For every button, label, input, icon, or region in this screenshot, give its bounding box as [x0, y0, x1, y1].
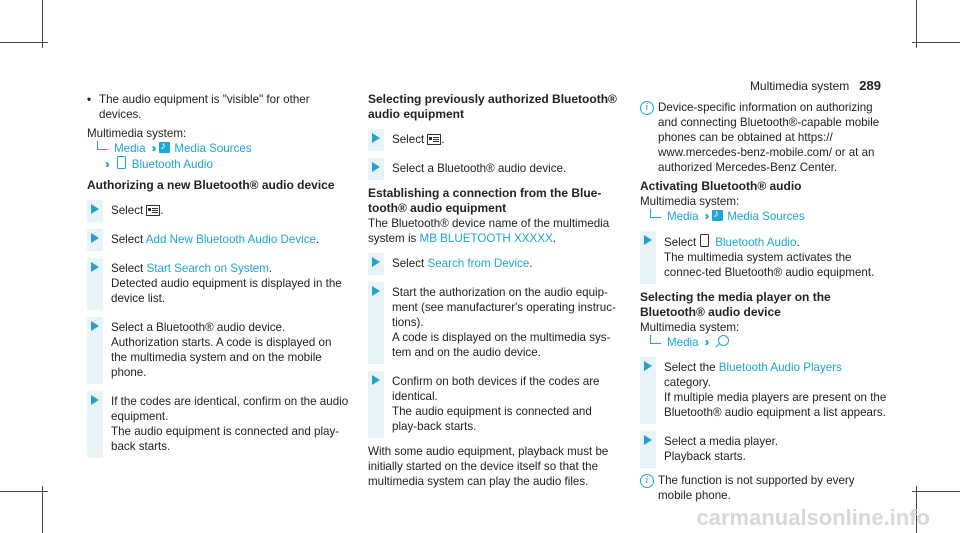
paragraph-suffix: .	[552, 232, 556, 245]
path-media[interactable]: Media	[667, 336, 699, 349]
step-text: Select	[111, 204, 144, 217]
menu-path	[650, 335, 890, 350]
step-desc: If multiple media players are present on the Bluetooth® audio equipment a list appears.	[664, 391, 887, 419]
arrow-icon	[372, 162, 380, 172]
phone-icon	[700, 234, 709, 247]
path-media[interactable]: Media	[667, 210, 699, 223]
step-text: Select	[664, 236, 697, 249]
mm-label: Multimedia system:	[640, 195, 740, 208]
step-suffix: .	[796, 236, 800, 249]
music-icon	[712, 210, 723, 221]
arrow-icon	[372, 375, 380, 385]
crop-mark	[912, 42, 960, 43]
path-bluetooth-audio[interactable]: Bluetooth Audio	[131, 158, 213, 171]
paragraph-text: The Bluetooth® device name of the multimedia system is	[368, 217, 610, 245]
page-number: 289	[859, 78, 881, 93]
step-desc: Detected audio equipment is displayed in the device list.	[111, 277, 342, 305]
column-3	[640, 100, 890, 503]
info-icon: i	[640, 474, 654, 488]
section-heading: Selecting previously authorized Bluetooth® audio equipment	[368, 92, 617, 121]
step-suffix: category.	[664, 376, 711, 389]
crop-mark	[42, 486, 43, 533]
search-icon	[718, 335, 729, 346]
step	[368, 371, 618, 438]
step	[87, 258, 349, 310]
column-2	[368, 92, 618, 489]
bullet-icon: •	[87, 93, 92, 106]
step-desc: Authorization starts. A code is displayed on the multimedia system and on the mobile phone.	[111, 336, 332, 379]
double-arrow-icon: ››	[151, 142, 154, 155]
step-suffix: .	[315, 233, 320, 246]
step-text: Select a Bluetooth® audio device.	[392, 162, 567, 175]
crop-mark	[912, 491, 960, 492]
info-note	[640, 100, 890, 175]
arrow-icon	[91, 395, 99, 405]
mm-label: Multimedia system:	[87, 127, 187, 140]
menu-path-2	[99, 156, 349, 172]
double-arrow-icon: ››	[105, 158, 107, 171]
arrow-icon	[644, 235, 652, 245]
paragraph	[368, 216, 618, 246]
path-hook-icon	[650, 209, 661, 218]
step-desc: Playback starts.	[664, 450, 746, 463]
arrow-icon	[372, 133, 380, 143]
step-text: Start the authorization on the audio equip-ment (see manufacturer's operating instruc-tions).	[392, 286, 616, 329]
arrow-icon	[91, 262, 99, 272]
step-text: Select	[392, 257, 425, 270]
arrow-icon	[91, 321, 99, 331]
bullet-item	[87, 92, 349, 122]
step-desc: A code is displayed on the multimedia sys-tem and on the audio device.	[392, 331, 611, 359]
step-suffix: .	[529, 257, 533, 270]
arrow-icon	[91, 233, 99, 243]
menu-path	[97, 141, 349, 156]
step	[640, 431, 890, 468]
note-text: Device-specific information on authorizing and connecting Bluetooth®-capable mobile phones can be obtained at https:// www.mercedes-benz-mobile.com/ or at an authorized Mercedes-Benz Center.	[658, 101, 880, 174]
mm-label: Multimedia system:	[640, 321, 740, 334]
step-suffix: .	[160, 204, 164, 217]
step	[368, 282, 618, 364]
step-desc: The audio equipment is connected and play-back starts.	[111, 425, 340, 453]
step	[640, 231, 890, 284]
watermark: carmanualsonline.info	[696, 505, 930, 530]
crop-mark	[0, 491, 48, 492]
search-from-device-link[interactable]: Search from Device	[427, 257, 530, 270]
device-name: MB BLUETOOTH XXXXX	[419, 232, 553, 245]
section-heading: Authorizing a new Bluetooth® audio device	[87, 178, 335, 192]
path-media[interactable]: Media	[114, 142, 146, 155]
step-text: Select the	[664, 361, 716, 374]
note-text: The function is not supported by every mobile phone.	[658, 474, 855, 502]
crop-mark	[42, 0, 43, 48]
menu-icon	[146, 205, 160, 216]
path-hook-icon	[97, 141, 108, 150]
arrow-icon	[644, 361, 652, 371]
step-text: Select	[111, 233, 144, 246]
step	[640, 357, 890, 424]
double-arrow-icon: ››	[704, 336, 707, 349]
step	[87, 391, 349, 458]
section-heading: Activating Bluetooth® audio	[640, 179, 802, 193]
step-desc: The audio equipment is connected and play-back starts.	[392, 405, 592, 433]
info-note	[640, 473, 890, 503]
page-header	[750, 78, 881, 94]
step	[87, 200, 349, 222]
path-media-sources[interactable]: Media Sources	[727, 210, 805, 223]
phone-icon	[117, 156, 126, 169]
menu-icon	[427, 134, 441, 145]
section-title: Multimedia system	[749, 79, 850, 93]
path-media-sources[interactable]: Media Sources	[174, 142, 252, 155]
step-text: Select a media player.	[664, 435, 779, 448]
bluetooth-players-link[interactable]: Bluetooth Audio Players	[718, 361, 842, 374]
crop-mark	[0, 42, 48, 43]
arrow-icon	[91, 204, 99, 214]
start-search-link[interactable]: Start Search on System	[146, 262, 269, 275]
arrow-icon	[644, 435, 652, 445]
step	[87, 317, 349, 384]
bluetooth-audio-link[interactable]: Bluetooth Audio	[715, 236, 797, 249]
menu-path	[650, 209, 890, 224]
section-heading: Selecting the media player on the Bluetooth® audio device	[640, 290, 831, 319]
section-heading: Establishing a connection from the Blue-tooth® audio equipment	[368, 186, 602, 215]
arrow-icon	[372, 257, 380, 267]
step-text: Select	[392, 133, 425, 146]
path-hook-icon	[650, 335, 661, 344]
step	[368, 158, 618, 180]
arrow-icon	[372, 286, 380, 296]
crop-mark	[916, 0, 917, 48]
step-text: If the codes are identical, confirm on the audio equipment.	[111, 395, 349, 423]
step-text: Select a Bluetooth® audio device.	[111, 321, 286, 334]
step	[368, 253, 618, 275]
column-1	[87, 92, 349, 458]
step-desc: The multimedia system activates the connec-ted Bluetooth® audio equipment.	[664, 251, 875, 279]
step-text: Confirm on both devices if the codes are identical.	[392, 375, 600, 403]
info-icon: i	[640, 101, 654, 115]
music-icon	[159, 142, 170, 153]
step	[368, 129, 618, 151]
step	[87, 229, 349, 251]
double-arrow-icon: ››	[704, 210, 707, 223]
add-device-link[interactable]: Add New Bluetooth Audio Device	[145, 233, 316, 246]
bullet-text: The audio equipment is "visible" for other devices.	[99, 93, 310, 121]
step-suffix: .	[441, 133, 445, 146]
step-text: Select	[111, 262, 144, 275]
paragraph: With some audio equipment, playback must be initially started on the device itself so that the multimedia system can play the audio files.	[368, 445, 609, 488]
step-suffix: .	[268, 262, 273, 275]
